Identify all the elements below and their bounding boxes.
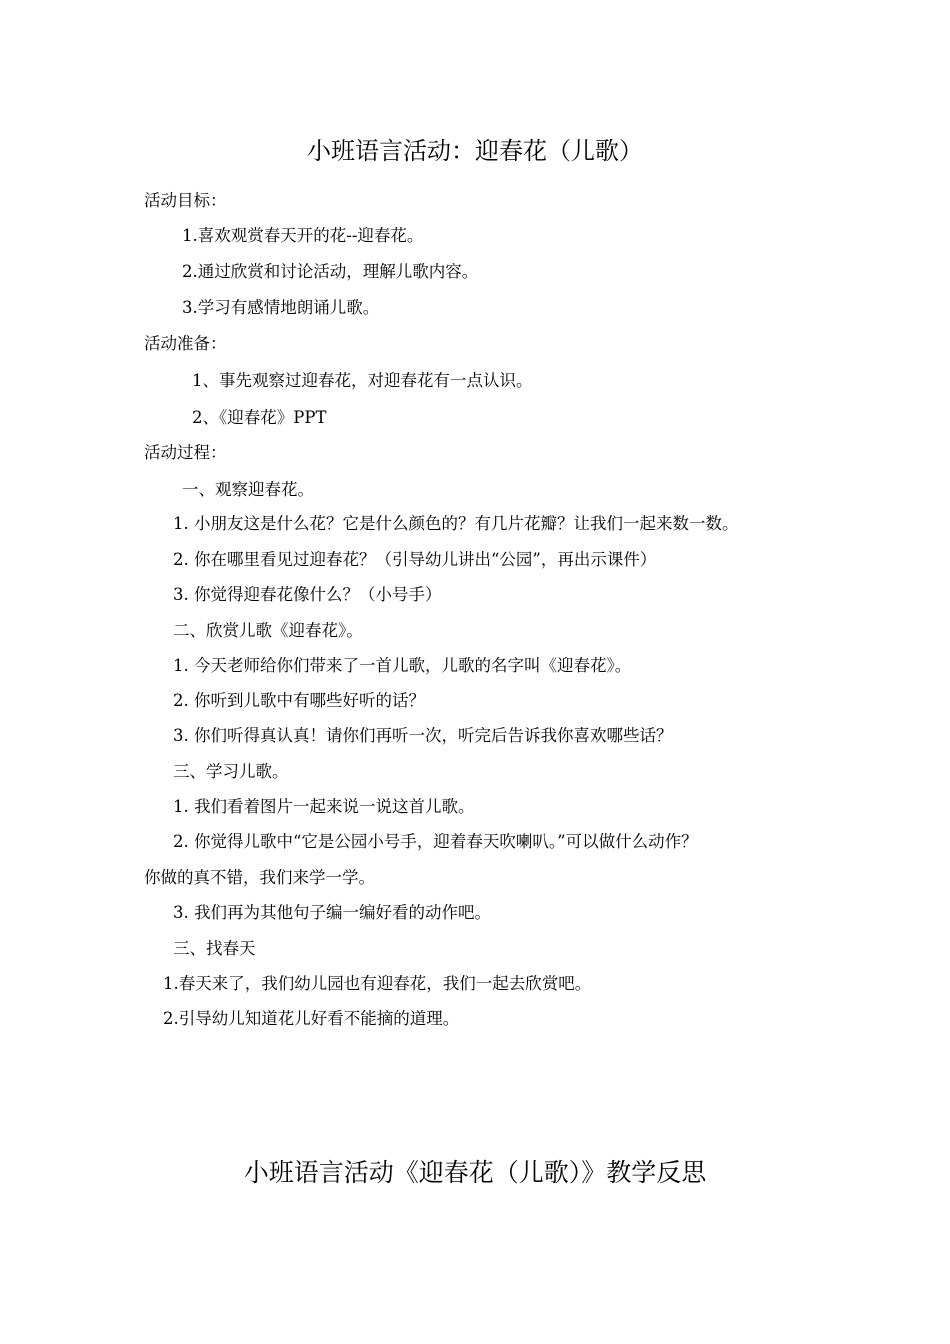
goal-item: 2.通过欣赏和讨论活动，理解儿歌内容。: [182, 262, 479, 281]
process-step-heading: 二、欣赏儿歌《迎春花》。: [173, 621, 363, 640]
process-item: 3. 你觉得迎春花像什么？（小号手）: [173, 585, 442, 604]
process-item: 3. 你们听得真认真！请你们再听一次，听完后告诉我你喜欢哪些话？: [173, 726, 673, 745]
preparation-item: 1、事先观察过迎春花，对迎春花有一点认识。: [192, 371, 533, 390]
process-item: 1. 小朋友这是什么花？它是什么颜色的？有几片花瓣？让我们一起来数一数。: [173, 514, 739, 533]
goal-item: 1.喜欢观赏春天开的花--迎春花。: [182, 226, 424, 245]
process-item: 2. 你听到儿歌中有哪些好听的话？: [173, 691, 425, 710]
process-step-heading: 三、学习儿歌。: [173, 762, 289, 781]
goal-item: 3.学习有感情地朗诵儿歌。: [182, 298, 380, 317]
process-item: 2.引导幼儿知道花儿好看不能摘的道理。: [163, 1009, 460, 1028]
process-item: 1. 今天老师给你们带来了一首儿歌，儿歌的名字叫《迎春花》。: [173, 656, 632, 675]
process-item: 1. 我们看着图片一起来说一说这首儿歌。: [173, 797, 475, 816]
process-item: 2. 你在哪里看见过迎春花？（引导幼儿讲出“公园”，再出示课件）: [173, 550, 657, 569]
document-title: 小班语言活动：迎春花（儿歌）: [307, 137, 643, 165]
preparation-item: 2、《迎春花》PPT: [192, 408, 327, 427]
section-heading-process: 活动过程：: [144, 443, 227, 462]
process-step-heading: 三、找春天: [173, 939, 256, 958]
process-item: 1.春天来了，我们幼儿园也有迎春花，我们一起去欣赏吧。: [163, 974, 592, 993]
process-item: 3. 我们再为其他句子编一编好看的动作吧。: [173, 903, 491, 922]
process-item-continuation: 你做的真不错，我们来学一学。: [144, 868, 375, 887]
section-heading-goals: 活动目标：: [144, 191, 227, 210]
process-item: 2. 你觉得儿歌中“它是公园小号手，迎着春天吹喇叭。”可以做什么动作？: [173, 832, 698, 851]
process-step-heading: 一、观察迎春花。: [182, 480, 314, 499]
section-heading-preparation: 活动准备：: [144, 334, 227, 353]
reflection-title: 小班语言活动《迎春花（儿歌）》教学反思: [243, 1158, 707, 1187]
